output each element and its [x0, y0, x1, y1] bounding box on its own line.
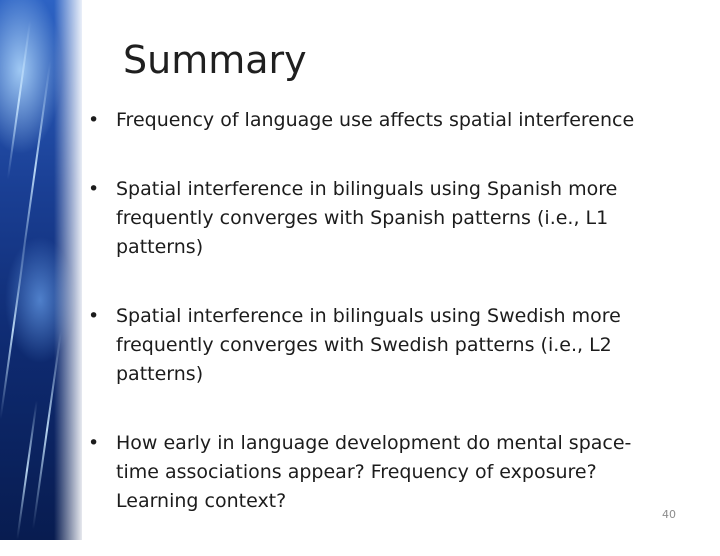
slide-title: Summary [123, 38, 307, 82]
bullet-item [88, 429, 668, 516]
bullet-text: Frequency of language use affects spatial interference [116, 109, 635, 131]
bullet-icon: • [88, 305, 100, 327]
bullet-item [88, 302, 668, 389]
bullet-list [88, 106, 668, 556]
bullet-icon: • [88, 109, 100, 131]
bullet-text: Spatial interference in bilinguals using Swedish more frequently converges with Swedish patterns (i.e., L2 patterns) [116, 305, 621, 385]
bullet-item [88, 106, 668, 135]
bullet-text: How early in language development do mental space-time associations appear? Frequency of exposure? Learning context? [116, 432, 632, 512]
bullet-icon: • [88, 178, 100, 200]
bullet-item [88, 175, 668, 262]
decorative-side-panel [0, 0, 82, 540]
page-number: 40 [662, 508, 676, 521]
bullet-text: Spatial interference in bilinguals using Spanish more frequently converges with Spanish patterns (i.e., L1 patterns) [116, 178, 618, 258]
bullet-icon: • [88, 432, 100, 454]
